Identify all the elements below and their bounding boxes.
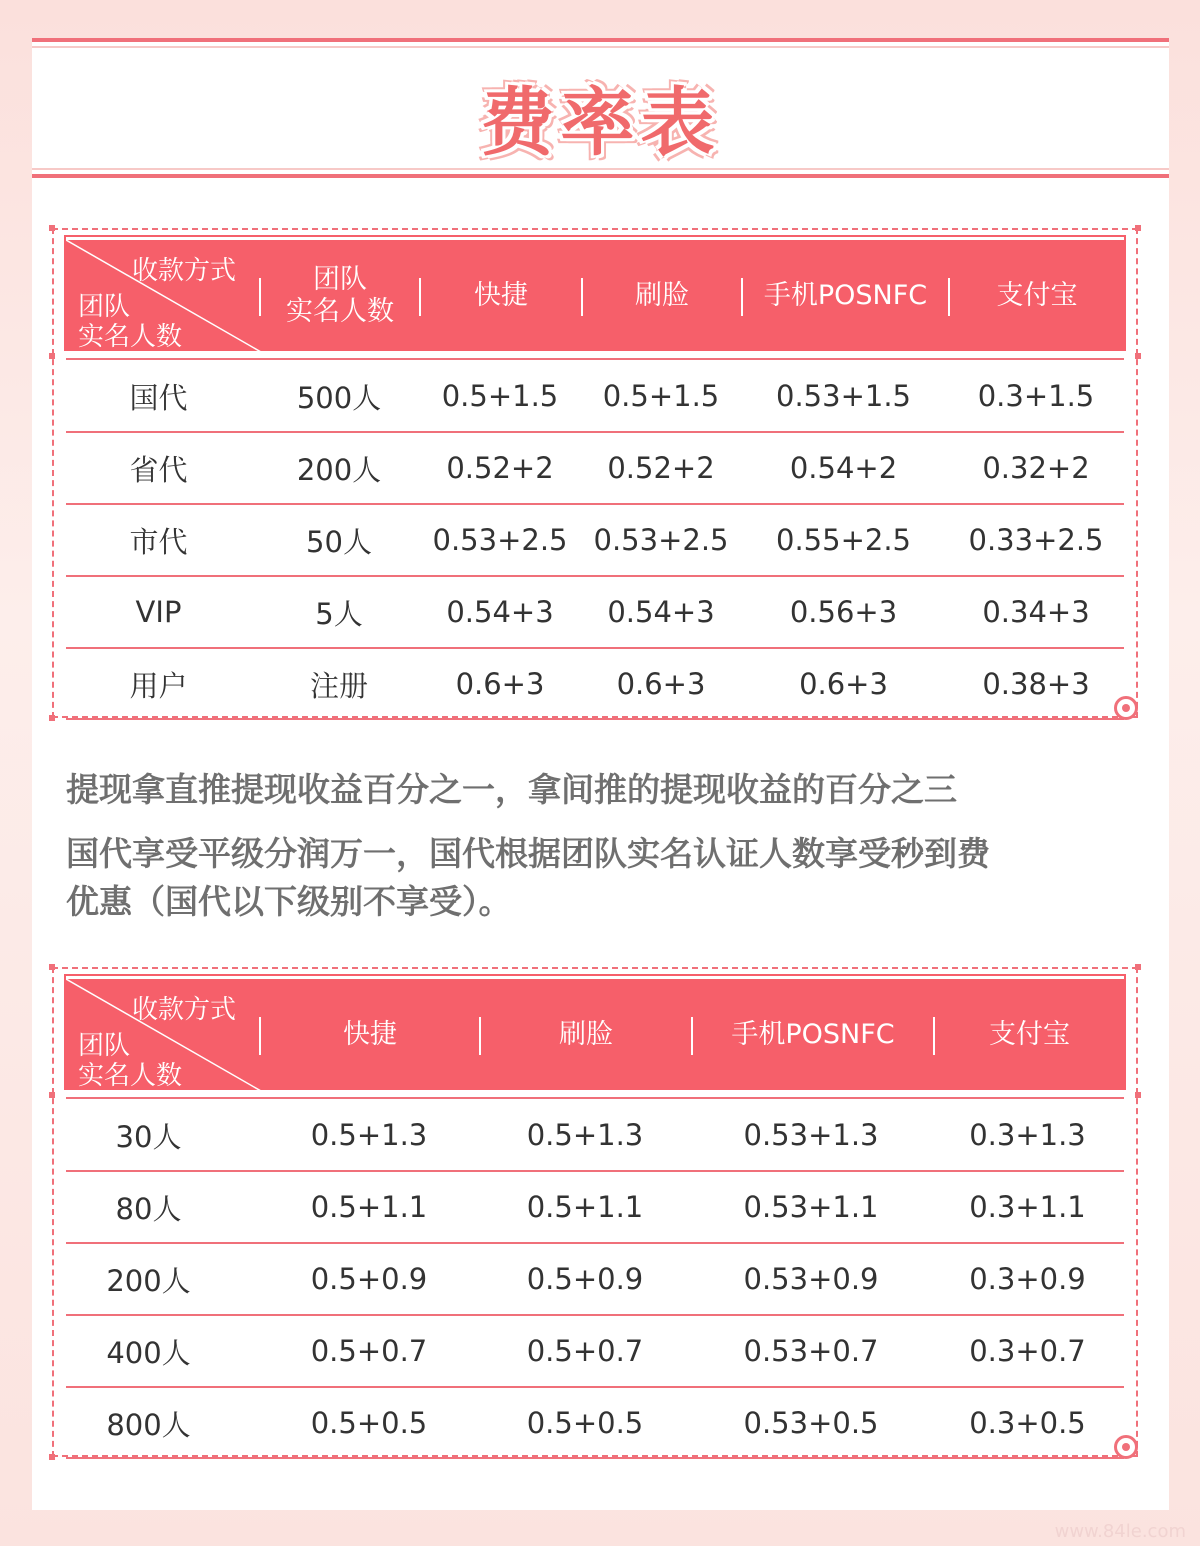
table-cell: 5人 [315, 596, 363, 631]
table-cell: 0.5+1.3 [526, 1118, 644, 1152]
table-cell: 0.33+2.5 [968, 523, 1104, 557]
column-header: 支付宝 [996, 280, 1078, 311]
table-cell: 0.5+1.5 [441, 379, 559, 413]
table-cell: 0.6+3 [455, 667, 545, 701]
table2-diagonal-cell [66, 979, 261, 1091]
frame-corner [1135, 225, 1141, 231]
table-cell: 注册 [309, 668, 368, 703]
row-label-cell: 80人 [115, 1191, 182, 1226]
table-cell: 0.3+0.7 [969, 1334, 1086, 1368]
diag-bottom-label: 团队 [78, 1031, 131, 1061]
diag-top-label: 收款方式 [132, 256, 237, 286]
page-title: 费率表 [480, 80, 721, 166]
table-cell: 0.53+0.7 [743, 1334, 879, 1368]
table-cell: 0.5+0.5 [526, 1406, 644, 1440]
table1-diagonal-cell [66, 240, 261, 352]
table-cell: 0.5+1.3 [310, 1118, 428, 1152]
table-cell: 0.52+2 [446, 451, 554, 485]
column-header: 支付宝 [989, 1019, 1070, 1050]
table-cell: 0.5+0.9 [310, 1262, 428, 1296]
table-cell: 0.3+0.9 [969, 1262, 1086, 1296]
table-cell: 0.53+0.9 [743, 1262, 879, 1296]
row-label-cell: 30人 [115, 1119, 182, 1154]
table-cell: 0.53+0.5 [743, 1406, 879, 1440]
table-cell: 200人 [296, 452, 382, 487]
table-cell: 0.3+1.3 [969, 1118, 1086, 1152]
table-cell: 0.5+0.7 [310, 1334, 428, 1368]
table-cell: 0.3+0.5 [969, 1406, 1086, 1440]
table-cell: 0.54+2 [789, 451, 898, 485]
frame-corner [49, 1092, 55, 1098]
table-cell: 0.53+1.1 [743, 1190, 879, 1224]
table-cell: 0.5+1.1 [310, 1190, 428, 1224]
table-cell: 0.53+2.5 [593, 523, 729, 557]
table-cell: 0.3+1.1 [969, 1190, 1086, 1224]
frame-corner [49, 964, 55, 970]
frame-corner [1135, 353, 1141, 359]
frame-corner [49, 225, 55, 231]
table-cell: 0.5+1.5 [602, 379, 720, 413]
table-cell: 0.32+2 [982, 451, 1090, 485]
frame-corner [1135, 964, 1141, 970]
note-line: 国代享受平级分润万一，国代根据团队实名认证人数享受秒到费 [66, 834, 990, 873]
table-cell: 0.53+2.5 [432, 523, 568, 557]
table-cell: 0.55+2.5 [776, 523, 911, 557]
row-label-cell: 200人 [106, 1263, 191, 1298]
title-band [32, 38, 1169, 178]
table-cell: 0.5+1.1 [526, 1190, 644, 1224]
frame-corner [1135, 1092, 1141, 1098]
row-label-cell: 400人 [106, 1335, 191, 1370]
row-label-cell: 800人 [106, 1407, 191, 1442]
table-cell: 0.6+3 [799, 667, 888, 701]
table-cell: 50人 [306, 524, 372, 559]
note-line: 优惠（国代以下级别不享受）。 [66, 882, 512, 921]
column-header: 刷脸 [635, 280, 689, 311]
row-label-cell: VIP [135, 595, 182, 629]
table-cell: 0.53+1.3 [743, 1118, 879, 1152]
table1-header [66, 237, 1124, 352]
table2-header [66, 976, 1124, 1091]
frame-corner [49, 353, 55, 359]
table-cell: 0.5+0.7 [526, 1334, 644, 1368]
diag-bottom-label: 团队 [78, 292, 131, 322]
note-line: 提现拿直推提现收益百分之一，拿间推的提现收益的百分之三 [66, 770, 957, 809]
column-header: 快捷 [343, 1019, 397, 1050]
table-cell: 0.54+3 [446, 595, 554, 629]
table-cell: 0.38+3 [982, 667, 1090, 701]
table-cell: 0.5+0.9 [526, 1262, 644, 1296]
watermark: www.84le.com [1054, 1521, 1186, 1542]
column-header: 手机POSNFC [731, 1019, 895, 1050]
column-header: 刷脸 [559, 1019, 613, 1050]
diag-bottom-label: 实名人数 [78, 1061, 183, 1091]
table-cell: 0.6+3 [616, 667, 706, 701]
table-cell: 0.54+3 [607, 595, 715, 629]
diag-bottom-label: 实名人数 [78, 322, 183, 352]
table-cell: 500人 [296, 380, 382, 415]
column-header: 手机POSNFC [763, 280, 928, 311]
diag-top-label: 收款方式 [132, 995, 237, 1025]
table-cell: 0.34+3 [982, 595, 1090, 629]
table-cell: 0.56+3 [789, 595, 898, 629]
table-cell: 0.52+2 [607, 451, 715, 485]
frame-corner [49, 715, 55, 721]
row-label-cell: 国代 [129, 380, 188, 415]
column-header: 团队 实名人数 [286, 264, 394, 327]
table-cell: 0.3+1.5 [977, 379, 1095, 413]
row-label-cell: 省代 [129, 452, 188, 487]
row-label-cell: 市代 [129, 524, 188, 559]
row-label-cell: 用户 [129, 668, 188, 703]
column-header: 快捷 [474, 280, 528, 311]
frame-corner [49, 1454, 55, 1460]
table-cell: 0.5+0.5 [310, 1406, 428, 1440]
table-cell: 0.53+1.5 [776, 379, 911, 413]
